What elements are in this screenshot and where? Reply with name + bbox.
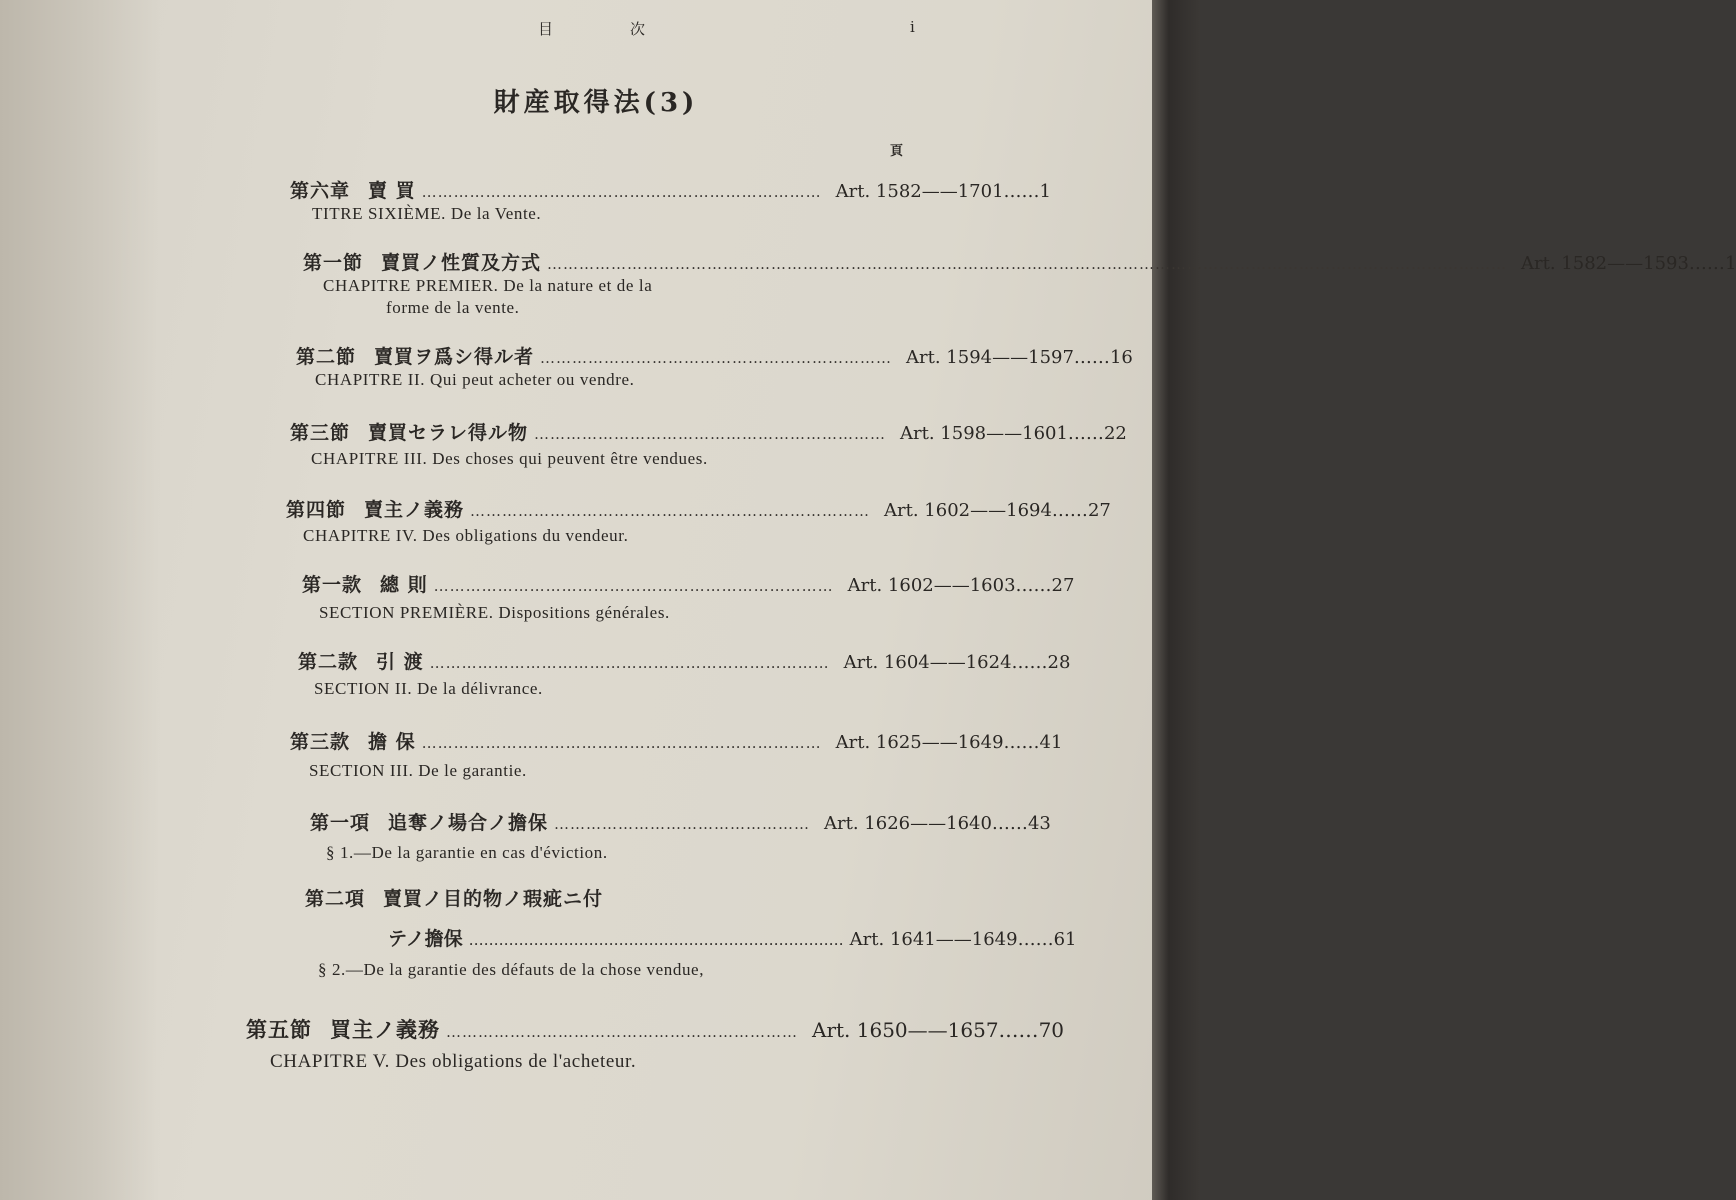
book-spine-edge xyxy=(1152,0,1200,1200)
toc-entry-page: 41 xyxy=(1039,732,1063,753)
toc-entry-french-title: CHAPITRE V. Des obligations de l'acheteur. xyxy=(270,1051,637,1072)
toc-entry-article-range: Art. 1602——1694…… xyxy=(884,500,1088,521)
toc-entry xyxy=(246,1014,1065,1048)
toc-entry-french-title: CHAPITRE II. Qui peut acheter ou vendre. xyxy=(315,370,635,389)
toc-entry xyxy=(298,647,1071,677)
toc-entry-number: 第六章 xyxy=(290,180,351,202)
toc-entry-number: 第二項 xyxy=(305,888,366,910)
toc-entry xyxy=(303,248,1736,278)
leader-dots: ………………………………………… xyxy=(554,815,811,833)
toc-entry xyxy=(302,570,1075,600)
toc-entry-french-title: § 1.—De la garantie en cas d'éviction. xyxy=(326,843,608,862)
toc-entry-page: 61 xyxy=(1053,929,1077,950)
leader-dots: ……………………………………………………………………………………………………………………………………………………………… xyxy=(547,255,1508,273)
toc-entry-french-title: CHAPITRE III. Des choses qui peuvent être vendues. xyxy=(311,449,708,468)
toc-entry-french-title-continued: forme de la vente. xyxy=(386,298,520,317)
toc-entry-number: 第二款 xyxy=(298,651,359,673)
toc-entry-continued xyxy=(388,924,1077,954)
toc-entry xyxy=(310,808,1051,838)
toc-entry-page: 1 xyxy=(1724,253,1736,274)
leader-dots: ………………………………………………………… xyxy=(540,349,893,367)
toc-entry xyxy=(290,418,1127,448)
toc-entry-number: 第一項 xyxy=(310,812,371,834)
leader-dots: ………………………………………………………………… xyxy=(429,654,830,672)
toc-entry-french-title: CHAPITRE PREMIER. De la nature et de la xyxy=(323,276,653,295)
toc-entry-article-range: Art. 1582——1701…… xyxy=(835,181,1040,202)
toc-entry-page: 27 xyxy=(1087,500,1111,521)
toc-entry xyxy=(305,884,945,914)
toc-entry-french-title: SECTION PREMIÈRE. Dispositions générales. xyxy=(319,603,670,622)
toc-entry-french-title: SECTION II. De la délivrance. xyxy=(314,679,543,698)
running-head-page-number: i xyxy=(910,18,917,36)
toc-entry-article-range: Art. 1641——1649…… xyxy=(849,929,1054,950)
leader-dots: ………………………………………………………… xyxy=(446,1023,798,1041)
running-head-middle: 次 xyxy=(630,20,648,38)
toc-entry-japanese-title: 賣 買 xyxy=(368,180,416,202)
toc-entry-article-range: Art. 1650——1657…… xyxy=(812,1018,1039,1042)
toc-entry-page: 43 xyxy=(1027,813,1051,834)
toc-entry-japanese-title: 賣買セラレ得ル物 xyxy=(368,422,529,444)
leader-dots: ………………………………………………………………… xyxy=(421,734,822,752)
page-title: 財産取得法(3) xyxy=(493,88,699,118)
running-head-left: 目 xyxy=(538,20,556,38)
toc-entry-japanese-title: 總 則 xyxy=(380,574,428,596)
toc-entry-french-title: SECTION III. De le garantie. xyxy=(309,761,527,780)
toc-entry-article-range: Art. 1602——1603…… xyxy=(847,575,1052,596)
toc-entry-number: 第四節 xyxy=(286,499,347,521)
toc-entry xyxy=(296,342,1133,372)
toc-entry-japanese-title: 引 渡 xyxy=(376,651,424,673)
toc-entry-number: 第一節 xyxy=(303,252,364,274)
page-column-heading: 頁 xyxy=(890,144,904,159)
toc-entry-page: 16 xyxy=(1109,347,1133,368)
toc-entry-number: 第二節 xyxy=(296,346,357,368)
toc-entry-article-range: Art. 1594——1597…… xyxy=(906,347,1110,368)
running-head xyxy=(500,18,940,42)
leader-dots: ………………………………………………………………… xyxy=(421,183,822,201)
toc-entry-japanese-title-continued: テノ擔保 xyxy=(388,928,463,950)
leader-dots: ………………………………………………………………… xyxy=(470,502,871,520)
toc-entry-page: 22 xyxy=(1103,423,1127,444)
toc-entry-article-range: Art. 1604——1624…… xyxy=(843,652,1048,673)
toc-entry-japanese-title: 賣買ノ目的物ノ瑕疵ニ付 xyxy=(383,888,604,910)
toc-entry-french-title: § 2.—De la garantie des défauts de la chose vendue, xyxy=(318,960,705,979)
toc-entry-article-range: Art. 1626——1640…… xyxy=(824,813,1028,834)
toc-entry-japanese-title: 擔 保 xyxy=(368,731,416,753)
leader-dots: ………………………………………………………………… xyxy=(433,577,834,595)
toc-entry-french-title: TITRE SIXIÈME. De la Vente. xyxy=(312,204,542,223)
toc-entry-article-range: Art. 1582——1593…… xyxy=(1521,253,1725,274)
toc-entry-number: 第一款 xyxy=(302,574,363,596)
toc-entry-number: 第三節 xyxy=(290,422,351,444)
toc-entry-japanese-title: 賣買ヲ爲シ得ル者 xyxy=(374,346,535,368)
toc-entry xyxy=(286,495,1111,525)
toc-entry-japanese-title: 買主ノ義務 xyxy=(330,1017,440,1042)
toc-entry xyxy=(290,727,1063,757)
toc-entry-japanese-title: 賣主ノ義務 xyxy=(364,499,465,521)
toc-entry xyxy=(290,176,1051,206)
toc-entry-article-range: Art. 1598——1601…… xyxy=(900,423,1104,444)
toc-entry-article-range: Art. 1625——1649…… xyxy=(835,732,1040,753)
toc-entry-french-title: CHAPITRE IV. Des obligations du vendeur. xyxy=(303,526,629,545)
toc-entry-japanese-title: 追奪ノ場合ノ擔保 xyxy=(388,812,549,834)
toc-entry-japanese-title: 賣買ノ性質及方式 xyxy=(381,252,542,274)
toc-entry-number: 第五節 xyxy=(246,1017,312,1042)
toc-entry-number: 第三款 xyxy=(290,731,351,753)
leader-dots: ………………………………………………………………… xyxy=(468,931,844,949)
toc-entry-page: 70 xyxy=(1038,1018,1065,1042)
toc-entry-page: 1 xyxy=(1039,181,1051,202)
toc-entry-page: 27 xyxy=(1051,575,1075,596)
leader-dots: ………………………………………………………… xyxy=(534,425,887,443)
toc-entry-page: 28 xyxy=(1047,652,1071,673)
